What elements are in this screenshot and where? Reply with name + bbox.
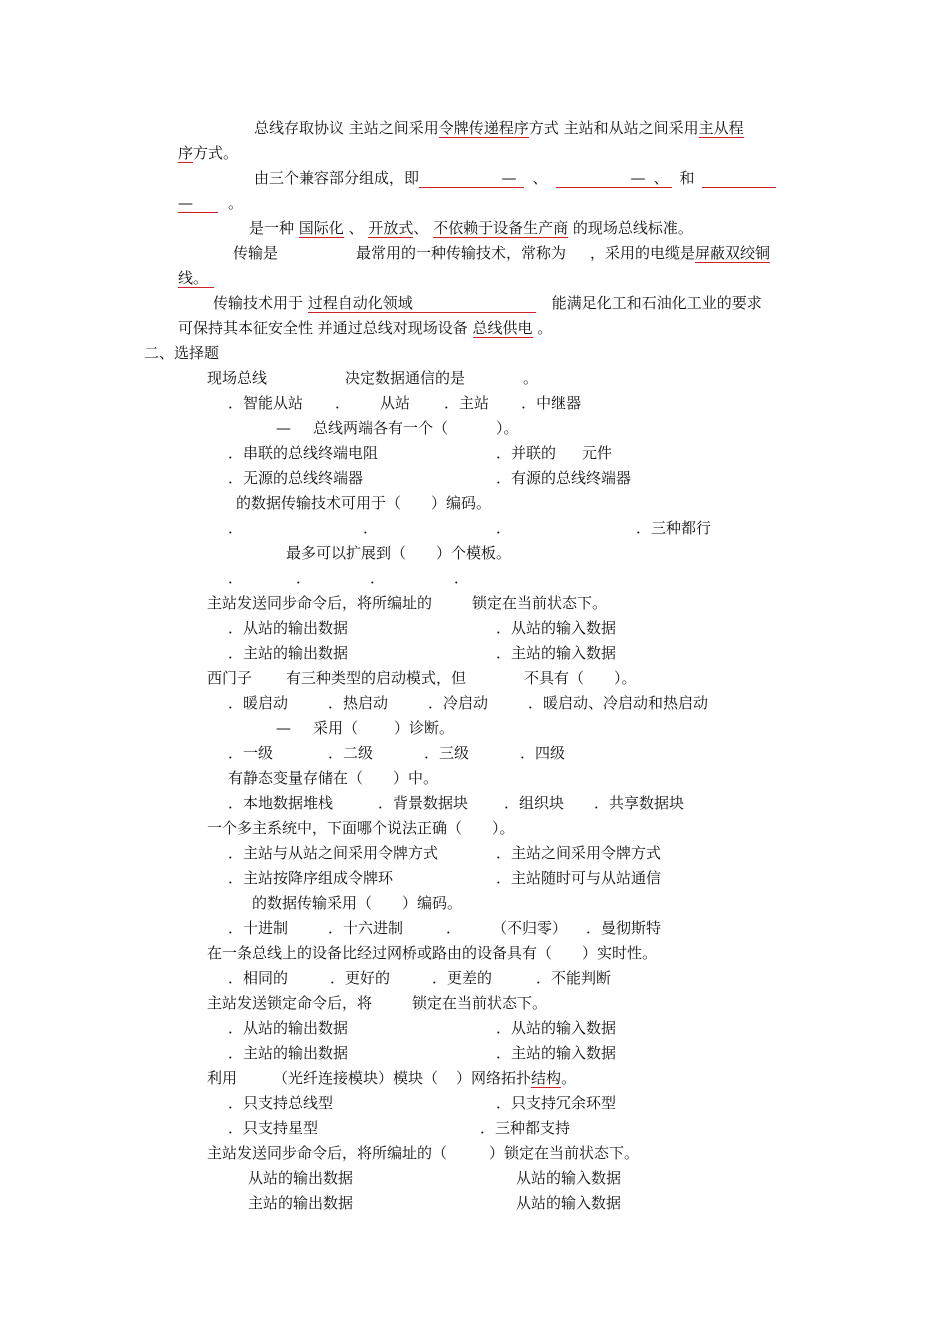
- option: ．从站的输出数据: [228, 1019, 349, 1037]
- text: ）诊断。: [394, 719, 455, 737]
- option: ．热启动: [328, 694, 389, 712]
- option: ．冷启动: [428, 694, 489, 712]
- text: 不具有（ ）。: [524, 669, 637, 687]
- answer: 序: [178, 144, 194, 162]
- text: 、: [532, 169, 548, 187]
- q12-options-1: [228, 1019, 616, 1037]
- q12-options-2: [228, 1044, 616, 1062]
- option: ．相同的: [228, 969, 289, 987]
- q7-options: [228, 744, 565, 762]
- q13-options-1: [228, 1094, 616, 1112]
- option: ．十六进制: [328, 919, 404, 937]
- answer: —: [494, 169, 524, 188]
- question-2: [276, 419, 519, 437]
- fill-line-3: [254, 169, 776, 188]
- option: ．: [446, 919, 462, 937]
- question-1: [207, 369, 538, 387]
- question-12: [207, 994, 547, 1012]
- option: 主站的输出数据: [248, 1194, 354, 1212]
- q6-options: [228, 694, 708, 712]
- option: ．并联的: [496, 444, 557, 462]
- text: 西门子: [207, 669, 253, 687]
- option: ．串联的总线终端电阻: [228, 444, 379, 462]
- option: （不归零）: [492, 919, 568, 937]
- answer: 不依赖于设备生产商: [433, 219, 569, 237]
- question-3: 的数据传输技术可用于（ ）编码。: [236, 494, 492, 512]
- text: 能满足化工和石油化工业的要求: [551, 294, 762, 312]
- option: ．: [496, 519, 512, 537]
- option: ．三种都支持: [480, 1119, 571, 1137]
- fill-line-5: [249, 219, 693, 238]
- fill-line-2: [178, 144, 238, 163]
- option: ．从站的输入数据: [496, 619, 617, 637]
- option: ．: [370, 569, 386, 587]
- option: ．背景数据块: [378, 794, 469, 812]
- option: ．主站与从站之间采用令牌方式: [228, 844, 439, 862]
- blank: [419, 173, 494, 188]
- option: ．主站的输入数据: [496, 644, 617, 662]
- text: 主站发送同步命令后，将所编址的（: [207, 1144, 448, 1162]
- option: ．只支持冗余环型: [496, 1094, 617, 1112]
- answer: 开放式: [368, 219, 414, 237]
- option: ．暖启动、冷启动和热启动: [528, 694, 709, 712]
- answer: 结构: [531, 1069, 562, 1087]
- option: ．主站的输出数据: [228, 644, 349, 662]
- option: ．: [296, 569, 312, 587]
- option: ．有源的总线终端器: [496, 469, 632, 487]
- option: ．主站随时可与从站通信: [496, 869, 662, 887]
- text: 锁定在当前状态下。: [412, 994, 548, 1012]
- text: 的现场总线标准。: [568, 219, 693, 237]
- q14-options-1: [248, 1169, 621, 1187]
- q9-options-1: [228, 844, 661, 862]
- option: ．: [363, 519, 379, 537]
- q14-options-2: [248, 1194, 621, 1212]
- text: 传输技术用于: [213, 294, 308, 312]
- text: 方式 主站和从站之间采用: [528, 119, 699, 137]
- option: ．智能从站: [228, 394, 304, 412]
- fill-line-7: [178, 269, 214, 288]
- text: ）锁定在当前状态下。: [489, 1144, 640, 1162]
- q2-options-1: [228, 444, 612, 462]
- fill-line-6: [233, 244, 770, 263]
- option: 从站的输出数据: [248, 1169, 354, 1187]
- text: 总线两端各有一个（: [313, 419, 449, 437]
- option: ．四级: [520, 744, 566, 762]
- option: ．从站的输入数据: [496, 1019, 617, 1037]
- option: ．曼彻斯特: [586, 919, 662, 937]
- q5-options-1: [228, 619, 616, 637]
- text: ，采用的电缆是: [590, 244, 696, 262]
- text: 、: [413, 219, 434, 237]
- fill-line-4: [178, 194, 243, 213]
- option: ．二级: [328, 744, 374, 762]
- option: ．主站的输入数据: [496, 1044, 617, 1062]
- answer: 过程自动化领域: [308, 294, 536, 313]
- text: 是一种: [249, 219, 299, 237]
- text: 传输是: [233, 244, 279, 262]
- text: 主站发送锁定命令后，将: [207, 994, 373, 1012]
- q11-options: [228, 969, 611, 987]
- q10-options: [228, 919, 661, 937]
- section-title: 二、选择题: [144, 344, 220, 362]
- text: 锁定在当前状态下。: [472, 594, 608, 612]
- option: ．只支持星型: [228, 1119, 319, 1137]
- text: 。: [561, 1069, 577, 1087]
- text: 、: [343, 219, 369, 237]
- option: ．暖启动: [228, 694, 289, 712]
- option: ．中继器: [521, 394, 582, 412]
- text: 采用（: [313, 719, 359, 737]
- text: 总线存取协议 主站之间采用: [254, 119, 439, 137]
- fill-line-8: [213, 294, 762, 313]
- answer: 国际化: [298, 219, 344, 237]
- option: ．: [335, 394, 351, 412]
- option: ．共享数据块: [594, 794, 685, 812]
- question-14: [207, 1144, 639, 1162]
- answer: 、: [650, 169, 672, 188]
- text: 有三种类型的启动模式，但: [286, 669, 467, 687]
- question-9: 一个多主系统中，下面哪个说法正确（ ）。: [207, 819, 515, 837]
- text: 主站发送同步命令后，将所编址的: [207, 594, 433, 612]
- q1-options: [228, 394, 581, 412]
- option: ．更好的: [330, 969, 391, 987]
- option: ．主站按降序组成令牌环: [228, 869, 394, 887]
- question-13: [207, 1069, 576, 1088]
- text: 由三个兼容部分组成，即: [254, 169, 420, 187]
- answer: 屏蔽双绞铜: [695, 244, 771, 262]
- option: ．三种都行: [636, 519, 712, 537]
- option: ．组织块: [504, 794, 565, 812]
- answer: 总线供电: [472, 319, 533, 337]
- option: ．更差的: [432, 969, 493, 987]
- text: 和: [679, 169, 695, 187]
- answer: 令牌传递程序: [438, 119, 529, 137]
- question-4: 最多可以扩展到（ ）个模板。: [286, 544, 512, 562]
- option: ．: [228, 569, 244, 587]
- option: ．不能判断: [536, 969, 612, 987]
- q2-options-2: [228, 469, 631, 487]
- option: ．从站的输出数据: [228, 619, 349, 637]
- blank: [556, 173, 626, 188]
- q8-options: [228, 794, 684, 812]
- text: 方式。: [193, 144, 239, 162]
- question-10: 的数据传输采用（ ）编码。: [252, 894, 463, 912]
- text: 最常用的一种传输技术，常称为: [356, 244, 567, 262]
- text: 可保持其本征安全性 并通过总线对现场设备: [178, 319, 473, 337]
- option: 从站: [380, 394, 411, 412]
- text: （光纤连接模块）模块（: [273, 1069, 439, 1087]
- text: 。: [532, 319, 553, 337]
- option: ．无源的总线终端器: [228, 469, 364, 487]
- option: ．一级: [228, 744, 274, 762]
- q3-options: [228, 519, 711, 537]
- fill-line-9: [178, 319, 552, 338]
- option: ．本地数据堆栈: [228, 794, 334, 812]
- text: 决定数据通信的是: [345, 369, 466, 387]
- q4-options: [228, 569, 469, 587]
- option: ．主站: [444, 394, 490, 412]
- q5-options-2: [228, 644, 616, 662]
- option: ．只支持总线型: [228, 1094, 334, 1112]
- q9-options-2: [228, 869, 661, 887]
- answer: —: [178, 194, 218, 213]
- text: ）。: [496, 419, 519, 437]
- option: 元件: [582, 444, 613, 462]
- option: ．三级: [424, 744, 470, 762]
- fill-line-1: [254, 119, 744, 138]
- text: ）网络拓扑: [456, 1069, 532, 1087]
- option: 从站的输入数据: [516, 1169, 622, 1187]
- answer: 线。: [178, 269, 214, 288]
- question-8: 有静态变量存储在（ ）中。: [228, 769, 439, 787]
- text: 现场总线: [207, 369, 268, 387]
- question-6: [207, 669, 637, 687]
- option: 从站的输入数据: [516, 1194, 622, 1212]
- option: ．: [454, 569, 470, 587]
- question-7: [276, 719, 454, 737]
- text: —: [276, 719, 291, 737]
- option: ．十进制: [228, 919, 289, 937]
- q13-options-2: [228, 1119, 570, 1137]
- text: 利用: [207, 1069, 238, 1087]
- answer: 主从程: [698, 119, 744, 137]
- text: 。: [523, 369, 539, 387]
- blank: [702, 173, 776, 188]
- option: ．: [228, 519, 244, 537]
- question-11: 在一条总线上的设备比经过网桥或路由的设备具有（ ）实时性。: [207, 944, 658, 962]
- question-5: [207, 594, 607, 612]
- option: ．主站的输出数据: [228, 1044, 349, 1062]
- text: 。: [228, 194, 244, 212]
- answer: —: [626, 169, 650, 188]
- text: —: [276, 419, 291, 437]
- option: ．主站之间采用令牌方式: [496, 844, 662, 862]
